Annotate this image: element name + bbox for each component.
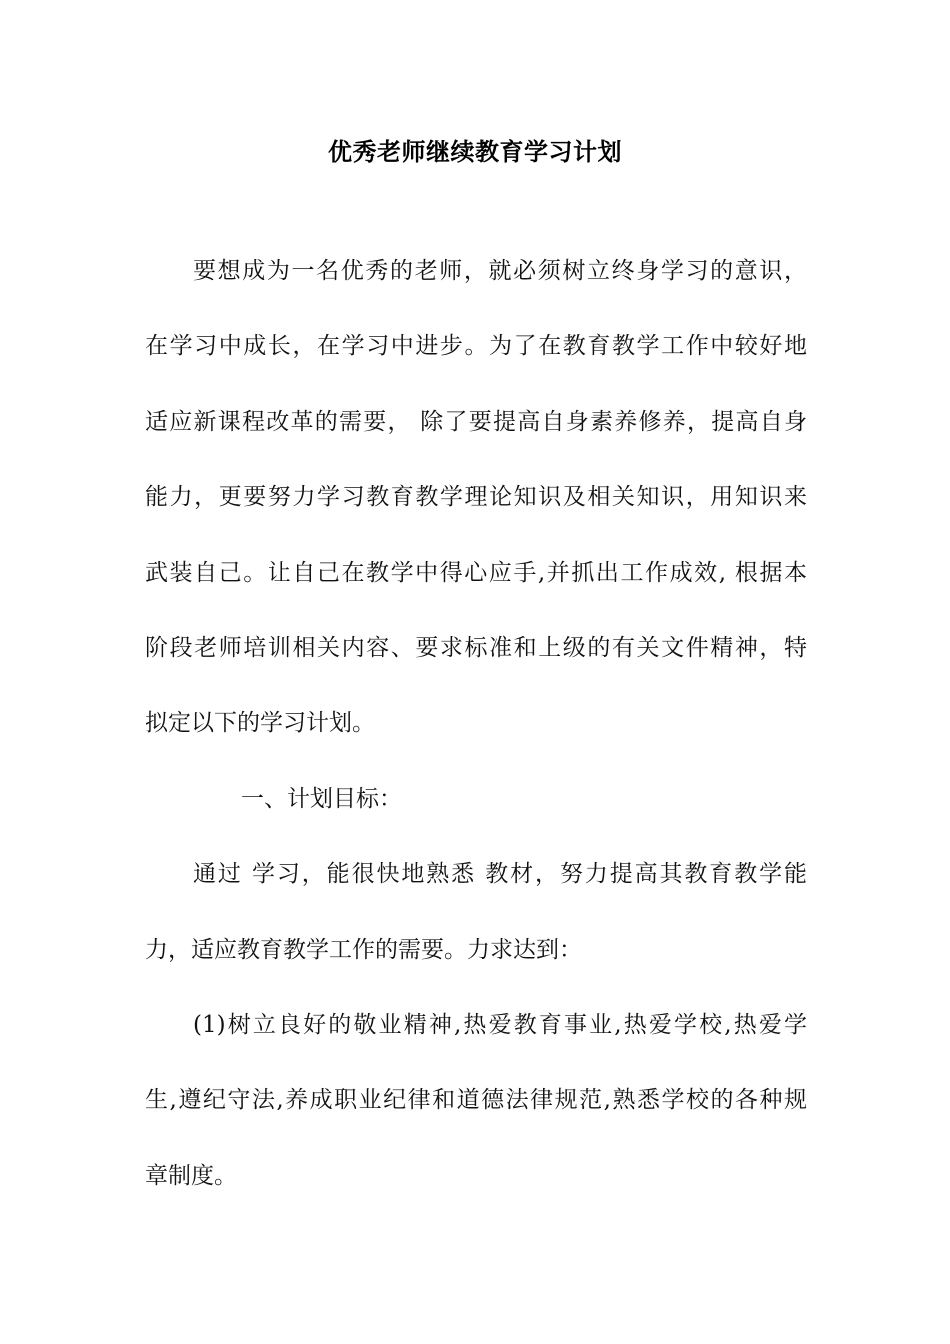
document-title: 优秀老师继续教育学习计划 xyxy=(328,137,622,166)
list-item-line: 章制度。 xyxy=(145,1162,237,1189)
section-heading: 一、计划目标： xyxy=(241,785,402,812)
paragraph-line: 通过 学习，能很快地熟悉 教材，努力提高其教育教学能 xyxy=(193,861,807,888)
list-item-line: 生,遵纪守法,养成职业纪律和道德法律规范,熟悉学校的各种规 xyxy=(145,1087,807,1114)
paragraph-line: 能力，更要努力学习教育教学理论知识及相关知识，用知识来 xyxy=(145,484,807,511)
paragraph-line: 拟定以下的学习计划。 xyxy=(145,710,375,737)
paragraph-line: 在学习中成长，在学习中进步。为了在教育教学工作中较好地 xyxy=(145,333,807,360)
paragraph-line: 适应新课程改革的需要， 除了要提高自身素养修养，提高自身 xyxy=(145,408,807,435)
document-body xyxy=(145,253,807,1233)
paragraph-line: 阶段老师培训相关内容、要求标准和上级的有关文件精神，特 xyxy=(145,634,807,661)
list-item-line: (1)树立良好的敬业精神,热爱教育事业,热爱学校,热爱学 xyxy=(193,1011,807,1038)
paragraph-line: 武装自己。让自己在教学中得心应手,并抓出工作成效, 根据本 xyxy=(145,559,807,586)
paragraph-line: 力，适应教育教学工作的需要。力求达到： xyxy=(145,936,582,963)
paragraph-line: 要想成为一名优秀的老师，就必须树立终身学习的意识， xyxy=(193,258,807,284)
